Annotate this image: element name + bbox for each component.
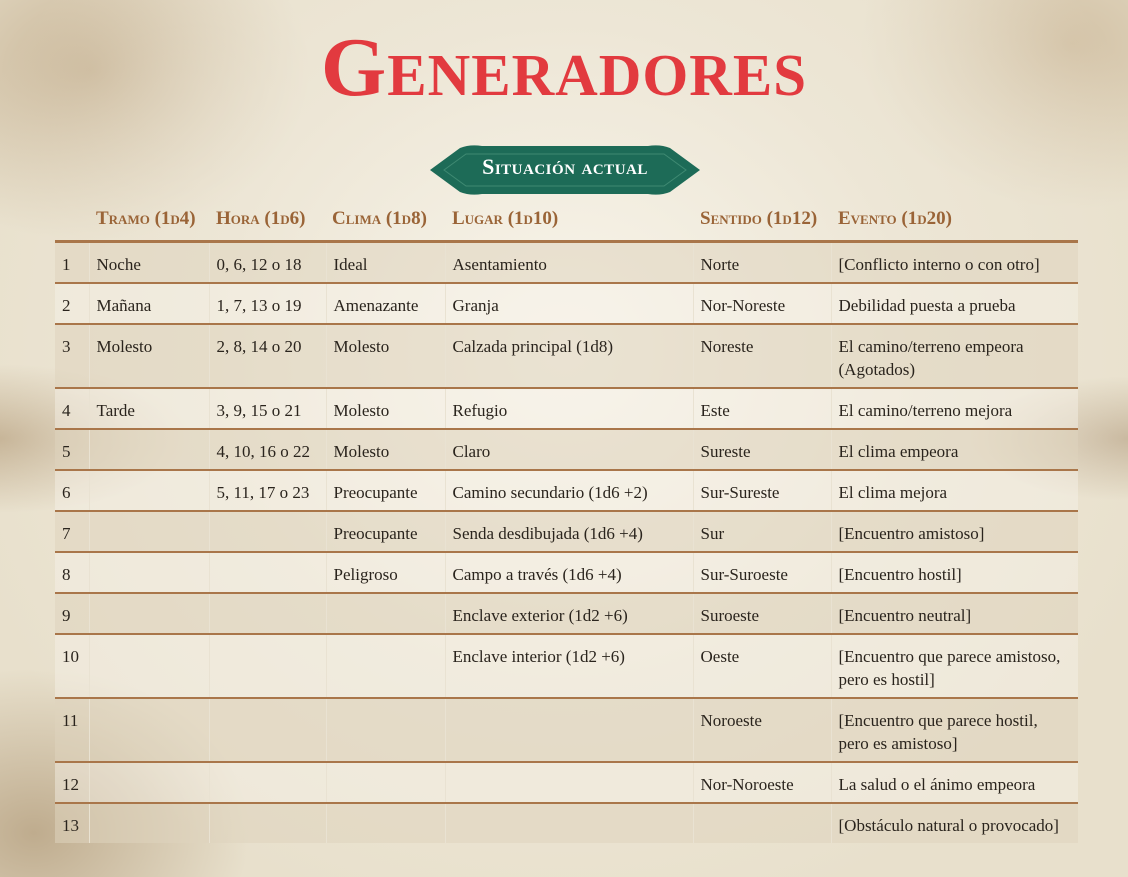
cell-n: 6: [55, 470, 89, 511]
cell-sentido: Nor-Noreste: [693, 283, 831, 324]
cell-hora: [209, 511, 326, 552]
cell-evento: Debilidad puesta a prueba: [831, 283, 1078, 324]
cell-tramo: Molesto: [89, 324, 209, 388]
table-row: [55, 242, 1078, 284]
cell-sentido: Sur-Sureste: [693, 470, 831, 511]
cell-evento: El clima mejora: [831, 470, 1078, 511]
cell-sentido: Sureste: [693, 429, 831, 470]
table-row: [55, 552, 1078, 593]
cell-hora: 2, 8, 14 o 20: [209, 324, 326, 388]
cell-n: 4: [55, 388, 89, 429]
cell-n: 8: [55, 552, 89, 593]
cell-clima: Molesto: [326, 324, 445, 388]
cell-clima: [326, 634, 445, 698]
cell-n: 12: [55, 762, 89, 803]
cell-hora: [209, 552, 326, 593]
table-row: [55, 511, 1078, 552]
cell-n: 5: [55, 429, 89, 470]
cell-lugar: [445, 698, 693, 762]
cell-hora: 5, 11, 17 o 23: [209, 470, 326, 511]
cell-tramo: Tarde: [89, 388, 209, 429]
cell-evento: [Encuentro que parece hostil, pero es amistoso]: [831, 698, 1078, 762]
cell-evento: [Obstáculo natural o provocado]: [831, 803, 1078, 843]
cell-evento: [Conflicto interno o con otro]: [831, 242, 1078, 284]
cell-sentido: Norte: [693, 242, 831, 284]
cell-hora: 0, 6, 12 o 18: [209, 242, 326, 284]
cell-n: 1: [55, 242, 89, 284]
cell-tramo: [89, 470, 209, 511]
cell-clima: Molesto: [326, 388, 445, 429]
cell-evento: [Encuentro neutral]: [831, 593, 1078, 634]
cell-sentido: Noreste: [693, 324, 831, 388]
generator-table: [55, 240, 1078, 843]
cell-clima: Amenazante: [326, 283, 445, 324]
cell-hora: 1, 7, 13 o 19: [209, 283, 326, 324]
cell-clima: Peligroso: [326, 552, 445, 593]
cell-tramo: [89, 634, 209, 698]
header-clima: Clima (1d8): [332, 208, 427, 229]
cell-tramo: [89, 429, 209, 470]
header-lugar: Lugar (1d10): [452, 208, 559, 229]
page-title: Generadores: [320, 21, 808, 114]
cell-hora: [209, 803, 326, 843]
cell-tramo: [89, 593, 209, 634]
cell-tramo: [89, 762, 209, 803]
cell-lugar: [445, 803, 693, 843]
table-row: [55, 593, 1078, 634]
cell-lugar: Enclave exterior (1d2 +6): [445, 593, 693, 634]
cell-evento: La salud o el ánimo empeora: [831, 762, 1078, 803]
cell-tramo: [89, 698, 209, 762]
cell-tramo: Noche: [89, 242, 209, 284]
header-evento: Evento (1d20): [838, 208, 952, 229]
cell-lugar: Granja: [445, 283, 693, 324]
cell-evento: [Encuentro amistoso]: [831, 511, 1078, 552]
cell-evento: [Encuentro que parece amistoso, pero es hostil]: [831, 634, 1078, 698]
table-row: [55, 762, 1078, 803]
table-row: [55, 634, 1078, 698]
cell-n: 7: [55, 511, 89, 552]
table-row: [55, 470, 1078, 511]
cell-tramo: Mañana: [89, 283, 209, 324]
cell-n: 10: [55, 634, 89, 698]
cell-clima: [326, 803, 445, 843]
cell-lugar: Refugio: [445, 388, 693, 429]
cell-sentido: Noroeste: [693, 698, 831, 762]
cell-sentido: [693, 803, 831, 843]
cell-tramo: [89, 511, 209, 552]
cell-lugar: [445, 762, 693, 803]
cell-tramo: [89, 803, 209, 843]
cell-n: 11: [55, 698, 89, 762]
cell-hora: [209, 634, 326, 698]
cell-clima: [326, 698, 445, 762]
cell-evento: El clima empeora: [831, 429, 1078, 470]
cell-tramo: [89, 552, 209, 593]
cell-lugar: Claro: [445, 429, 693, 470]
cell-hora: 4, 10, 16 o 22: [209, 429, 326, 470]
cell-sentido: Suroeste: [693, 593, 831, 634]
cell-clima: Ideal: [326, 242, 445, 284]
table-row: [55, 324, 1078, 388]
table-header-row: [0, 208, 1128, 238]
cell-lugar: Camino secundario (1d6 +2): [445, 470, 693, 511]
cell-clima: Molesto: [326, 429, 445, 470]
cell-hora: [209, 698, 326, 762]
cell-evento: El camino/terreno mejora: [831, 388, 1078, 429]
section-banner: [430, 144, 700, 196]
header-tramo: Tramo (1d4): [96, 208, 196, 229]
cell-lugar: Calzada principal (1d8): [445, 324, 693, 388]
cell-sentido: Este: [693, 388, 831, 429]
table-row: [55, 283, 1078, 324]
table-row: [55, 429, 1078, 470]
cell-sentido: Nor-Noroeste: [693, 762, 831, 803]
cell-n: 13: [55, 803, 89, 843]
section-subtitle: Situación actual: [482, 154, 648, 179]
header-hora: Hora (1d6): [216, 208, 306, 229]
cell-sentido: Sur: [693, 511, 831, 552]
cell-sentido: Oeste: [693, 634, 831, 698]
cell-lugar: Asentamiento: [445, 242, 693, 284]
cell-sentido: Sur-Suroeste: [693, 552, 831, 593]
cell-evento: [Encuentro hostil]: [831, 552, 1078, 593]
cell-clima: Preocupante: [326, 470, 445, 511]
cell-hora: [209, 762, 326, 803]
cell-lugar: Campo a través (1d6 +4): [445, 552, 693, 593]
cell-n: 9: [55, 593, 89, 634]
table-row: [55, 803, 1078, 843]
table-row: [55, 698, 1078, 762]
cell-lugar: Enclave interior (1d2 +6): [445, 634, 693, 698]
cell-hora: [209, 593, 326, 634]
table-row: [55, 388, 1078, 429]
cell-hora: 3, 9, 15 o 21: [209, 388, 326, 429]
cell-evento: El camino/terreno empeora (Agotados): [831, 324, 1078, 388]
cell-clima: [326, 593, 445, 634]
cell-n: 3: [55, 324, 89, 388]
cell-clima: Preocupante: [326, 511, 445, 552]
cell-lugar: Senda desdibujada (1d6 +4): [445, 511, 693, 552]
cell-n: 2: [55, 283, 89, 324]
header-sentido: Sentido (1d12): [700, 208, 818, 229]
cell-clima: [326, 762, 445, 803]
